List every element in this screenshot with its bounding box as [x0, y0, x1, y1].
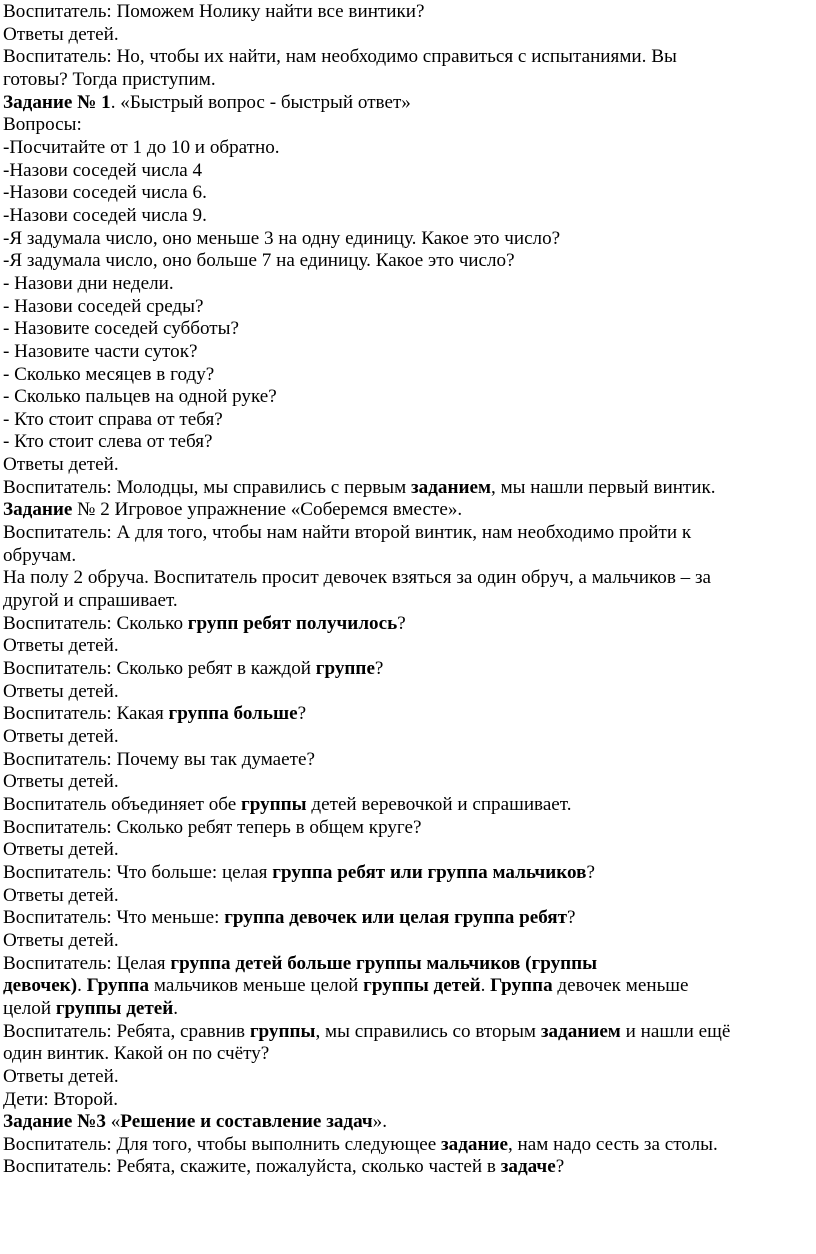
- text-line: [3, 1134, 813, 1157]
- text-segment: ?: [297, 703, 307, 725]
- text-segment: Воспитатель: Сколько ребят в каждой: [3, 658, 316, 680]
- text-segment: -Посчитайте от 1 до 10 и обратно.: [3, 136, 280, 158]
- text-segment: Воспитатель: Сколько ребят теперь в общем круге?: [3, 816, 422, 838]
- bold-text-segment: Задание №3: [3, 1111, 106, 1133]
- text-segment: Ответы детей.: [3, 454, 119, 476]
- text-line: [3, 930, 813, 953]
- text-line: [3, 1021, 813, 1044]
- text-segment: Ответы детей.: [3, 726, 119, 747]
- bold-text-segment: девочек): [3, 975, 78, 997]
- text-segment: и нашли ещё: [620, 1020, 731, 1042]
- text-line: [3, 1043, 813, 1066]
- text-line: [3, 386, 813, 409]
- text-line: [3, 499, 813, 522]
- text-line: [3, 341, 813, 364]
- text-segment: -Назови соседей числа 9.: [3, 204, 207, 226]
- bold-text-segment: группы: [249, 1020, 316, 1042]
- text-line: [3, 46, 813, 69]
- bold-text-segment: (группы: [525, 952, 598, 974]
- text-line: [3, 590, 813, 613]
- text-line: [3, 1089, 813, 1112]
- text-segment: Воспитатель: Что больше: целая: [3, 861, 273, 883]
- text-segment: Дети: Второй.: [3, 1088, 118, 1110]
- bold-text-segment: Задание: [3, 499, 73, 521]
- bold-text-segment: группа ребят или группа мальчиков: [272, 861, 587, 883]
- text-segment: Ответы детей.: [3, 771, 119, 793]
- text-line: [3, 454, 813, 477]
- text-line: [3, 726, 813, 749]
- text-segment: готовы? Тогда приступим.: [3, 68, 216, 90]
- text-segment: , мы нашли первый винтик.: [491, 476, 716, 498]
- text-segment: - Кто стоит справа от тебя?: [3, 408, 223, 430]
- text-segment: ?: [397, 612, 406, 634]
- bold-text-segment: группа детей больше группы мальчиков: [170, 952, 521, 974]
- text-segment: Воспитатель: Целая: [3, 952, 171, 974]
- text-line: [3, 635, 813, 658]
- text-segment: девочек меньше: [552, 975, 689, 997]
- text-line: [3, 477, 813, 500]
- bold-text-segment: Группа: [490, 975, 553, 997]
- bold-text-segment: группы: [241, 793, 307, 815]
- text-line: [3, 567, 813, 590]
- text-line: [3, 1, 813, 24]
- text-segment: Ответы детей.: [3, 929, 119, 951]
- bold-text-segment: групп ребят получилось: [187, 612, 398, 634]
- text-segment: .: [77, 975, 87, 997]
- text-segment: Воспитатель объединяет обе: [3, 793, 242, 815]
- text-segment: обручам.: [3, 544, 77, 566]
- text-segment: .: [480, 975, 491, 997]
- bold-text-segment: Задание № 1: [3, 91, 111, 113]
- text-segment: - Назовите части суток?: [3, 340, 198, 362]
- text-line: [3, 92, 813, 115]
- text-line: [3, 273, 813, 296]
- text-line: [3, 431, 813, 454]
- text-line: [3, 318, 813, 341]
- text-segment: - Назови дни недели.: [3, 272, 174, 294]
- text-segment: . «Быстрый вопрос - быстрый ответ»: [110, 91, 411, 113]
- text-segment: Вопросы:: [3, 114, 82, 136]
- text-segment: Воспитатель: Ребята, сравнив: [3, 1020, 250, 1042]
- text-segment: ?: [567, 907, 576, 929]
- bold-text-segment: группы детей: [363, 975, 481, 997]
- text-segment: Ответы детей.: [3, 680, 119, 702]
- text-segment: Воспитатель: Для того, чтобы выполнить следующее: [3, 1133, 441, 1155]
- text-line: [3, 296, 813, 319]
- text-segment: Воспитатель: Какая: [3, 703, 169, 725]
- bold-text-segment: заданием: [411, 476, 492, 498]
- text-line: [3, 703, 813, 726]
- text-segment: -Назови соседей числа 4: [3, 159, 203, 181]
- text-line: [3, 953, 813, 976]
- text-segment: целой: [3, 997, 56, 1019]
- text-segment: другой и спрашивает.: [3, 590, 178, 612]
- bold-text-segment: Решение и составление задач: [120, 1111, 373, 1133]
- text-line: [3, 364, 813, 387]
- text-segment: Ответы детей.: [3, 1065, 119, 1087]
- text-segment: Воспитатель: А для того, чтобы нам найти второй винтик, нам необходимо пройти к: [3, 522, 692, 544]
- bold-text-segment: группа девочек или целая группа ребят: [224, 907, 568, 929]
- text-line: [3, 137, 813, 160]
- text-segment: «: [105, 1111, 121, 1133]
- text-segment: Воспитатель: Сколько: [3, 612, 188, 634]
- text-segment: детей веревочкой и спрашивает.: [306, 793, 572, 815]
- text-line: [3, 771, 813, 794]
- text-segment: - Кто стоит слева от тебя?: [3, 431, 213, 453]
- text-segment: мальчиков меньше целой: [149, 975, 364, 997]
- text-line: [3, 862, 813, 885]
- text-line: [3, 681, 813, 704]
- text-segment: - Сколько пальцев на одной руке?: [3, 386, 277, 408]
- text-segment: Воспитатель: Ребята, скажите, пожалуйста, сколько частей в: [3, 1156, 501, 1178]
- text-segment: ?: [555, 1156, 565, 1178]
- text-segment: № 2 Игровое упражнение «Соберемся вместе».: [72, 499, 463, 521]
- text-segment: ».: [372, 1111, 388, 1133]
- text-line: [3, 907, 813, 930]
- text-line: [3, 817, 813, 840]
- text-segment: Воспитатель: Что меньше:: [3, 907, 225, 929]
- text-segment: Воспитатель: Молодцы, мы справились с первым: [3, 476, 412, 498]
- text-line: [3, 839, 813, 862]
- text-line: [3, 228, 813, 251]
- text-segment: Воспитатель: Но, чтобы их найти, нам необходимо справиться с испытаниями. Вы: [3, 46, 677, 68]
- text-segment: - Назовите соседей субботы?: [3, 318, 239, 340]
- text-segment: , нам надо сесть за столы.: [507, 1133, 718, 1155]
- text-segment: Ответы детей.: [3, 884, 119, 906]
- text-segment: Ответы детей.: [3, 839, 119, 861]
- text-segment: ?: [586, 861, 595, 883]
- text-line: [3, 1066, 813, 1089]
- text-line: [3, 749, 813, 772]
- text-segment: -Назови соседей числа 6.: [3, 182, 207, 204]
- text-segment: -Я задумала число, оно меньше 3 на одну единицу. Какое это число?: [3, 227, 561, 249]
- bold-text-segment: Группа: [86, 975, 150, 997]
- text-line: [3, 975, 813, 998]
- text-line: [3, 205, 813, 228]
- text-segment: - Сколько месяцев в году?: [3, 363, 215, 385]
- text-segment: На полу 2 обруча. Воспитатель просит девочек взяться за один обруч, а мальчиков – за: [3, 567, 712, 589]
- text-segment: Воспитатель: Почему вы так думаете?: [3, 748, 315, 770]
- text-line: [3, 658, 813, 681]
- text-segment: , мы справились со вторым: [315, 1020, 541, 1042]
- text-line: [3, 69, 813, 92]
- text-segment: Ответы детей.: [3, 635, 119, 657]
- bold-text-segment: группе: [315, 658, 375, 680]
- text-line: [3, 250, 813, 273]
- text-line: [3, 885, 813, 908]
- text-line: [3, 998, 813, 1021]
- text-line: [3, 1111, 813, 1134]
- text-line: [3, 114, 813, 137]
- text-line: [3, 160, 813, 183]
- text-segment: - Назови соседей среды?: [3, 295, 204, 317]
- text-line: [3, 794, 813, 817]
- text-segment: .: [173, 997, 179, 1019]
- bold-text-segment: задание: [440, 1133, 508, 1155]
- text-line: [3, 24, 813, 47]
- bold-text-segment: группа больше: [168, 703, 298, 725]
- text-line: [3, 545, 813, 568]
- text-line: [3, 182, 813, 205]
- text-line: [3, 522, 813, 545]
- text-segment: -Я задумала число, оно больше 7 на единицу. Какое это число?: [3, 250, 515, 272]
- bold-text-segment: группы детей: [55, 997, 174, 1019]
- text-segment: Воспитатель: Поможем Нолику найти все винтики?: [3, 1, 425, 22]
- text-line: [3, 613, 813, 636]
- text-segment: Ответы детей.: [3, 23, 119, 45]
- text-segment: ?: [374, 658, 384, 680]
- text-line: [3, 1156, 813, 1179]
- text-line: [3, 409, 813, 432]
- bold-text-segment: заданием: [540, 1020, 621, 1042]
- text-segment: один винтик. Какой он по счёту?: [3, 1043, 270, 1065]
- bold-text-segment: задаче: [500, 1156, 556, 1178]
